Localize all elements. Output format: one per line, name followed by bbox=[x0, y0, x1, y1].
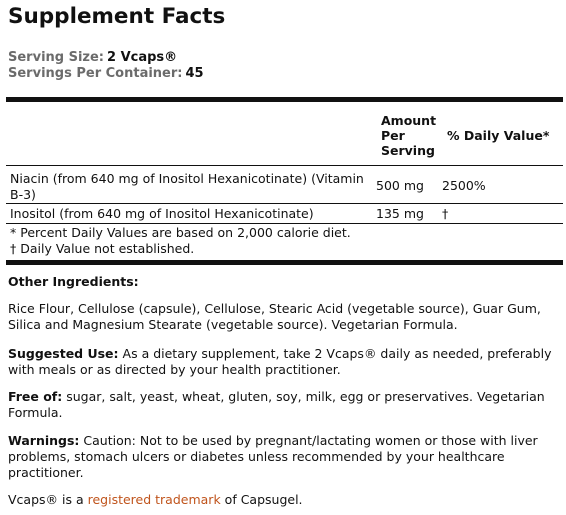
nutrient-amount-inositol: 135 mg bbox=[376, 206, 424, 221]
row-divider bbox=[6, 223, 563, 224]
trademark-suffix: of Capsugel. bbox=[224, 492, 303, 507]
other-ingredients-heading: Other Ingredients: bbox=[8, 274, 139, 289]
nutrient-amount-niacin: 500 mg bbox=[376, 178, 424, 193]
footnote-daily-values: * Percent Daily Values are based on 2,000 calorie diet. bbox=[10, 225, 351, 240]
serving-size-value: 2 Vcaps® bbox=[107, 50, 178, 65]
warnings bbox=[8, 433, 558, 481]
servings-per-container bbox=[8, 66, 204, 81]
row-divider bbox=[6, 165, 563, 166]
suggested-use-label: Suggested Use: bbox=[8, 346, 119, 361]
suggested-use bbox=[8, 346, 558, 378]
warnings-label: Warnings: bbox=[8, 433, 80, 448]
warnings-text: Caution: Not to be used by pregnant/lactating women or those with liver problems, stomach ulcers or diabetes unless recommended by your healthcare practitioner. bbox=[8, 433, 538, 480]
free-of-text: sugar, salt, yeast, wheat, gluten, soy, milk, egg or preservatives. Vegetarian Formula. bbox=[8, 389, 545, 420]
free-of bbox=[8, 389, 558, 421]
amount-per-serving-header: Amount Per Serving bbox=[381, 113, 437, 158]
trademark-prefix: Vcaps® is a bbox=[8, 492, 84, 507]
nutrient-name-niacin: Niacin (from 640 mg of Inositol Hexanicotinate) (Vitamin B-3) bbox=[10, 171, 364, 202]
thick-divider bbox=[6, 260, 563, 265]
nutrient-name-inositol: Inositol (from 640 mg of Inositol Hexanicotinate) bbox=[10, 206, 314, 221]
servings-per-container-label: Servings Per Container: bbox=[8, 66, 183, 81]
servings-per-container-value: 45 bbox=[185, 66, 204, 81]
serving-size-label: Serving Size: bbox=[8, 50, 105, 65]
registered-trademark-link[interactable]: registered trademark bbox=[87, 492, 221, 507]
footnote-not-established: † Daily Value not established. bbox=[10, 241, 195, 256]
serving-size bbox=[8, 50, 177, 65]
nutrient-dv-inositol: † bbox=[442, 206, 449, 221]
trademark-note bbox=[8, 492, 558, 508]
nutrient-dv-niacin: 2500% bbox=[442, 178, 486, 193]
daily-value-header: % Daily Value* bbox=[447, 128, 550, 143]
suggested-use-text: As a dietary supplement, take 2 Vcaps® daily as needed, preferably with meals or as directed by your health practitioner. bbox=[8, 346, 552, 377]
free-of-label: Free of: bbox=[8, 389, 63, 404]
row-divider bbox=[6, 203, 563, 204]
panel-title: Supplement Facts bbox=[8, 4, 226, 29]
other-ingredients-text: Rice Flour, Cellulose (capsule), Cellulose, Stearic Acid (vegetable source), Guar Gum, Silica and Magnesium Stearate (vegetable source). Vegetarian Formula. bbox=[8, 301, 541, 332]
thick-divider bbox=[6, 97, 563, 102]
